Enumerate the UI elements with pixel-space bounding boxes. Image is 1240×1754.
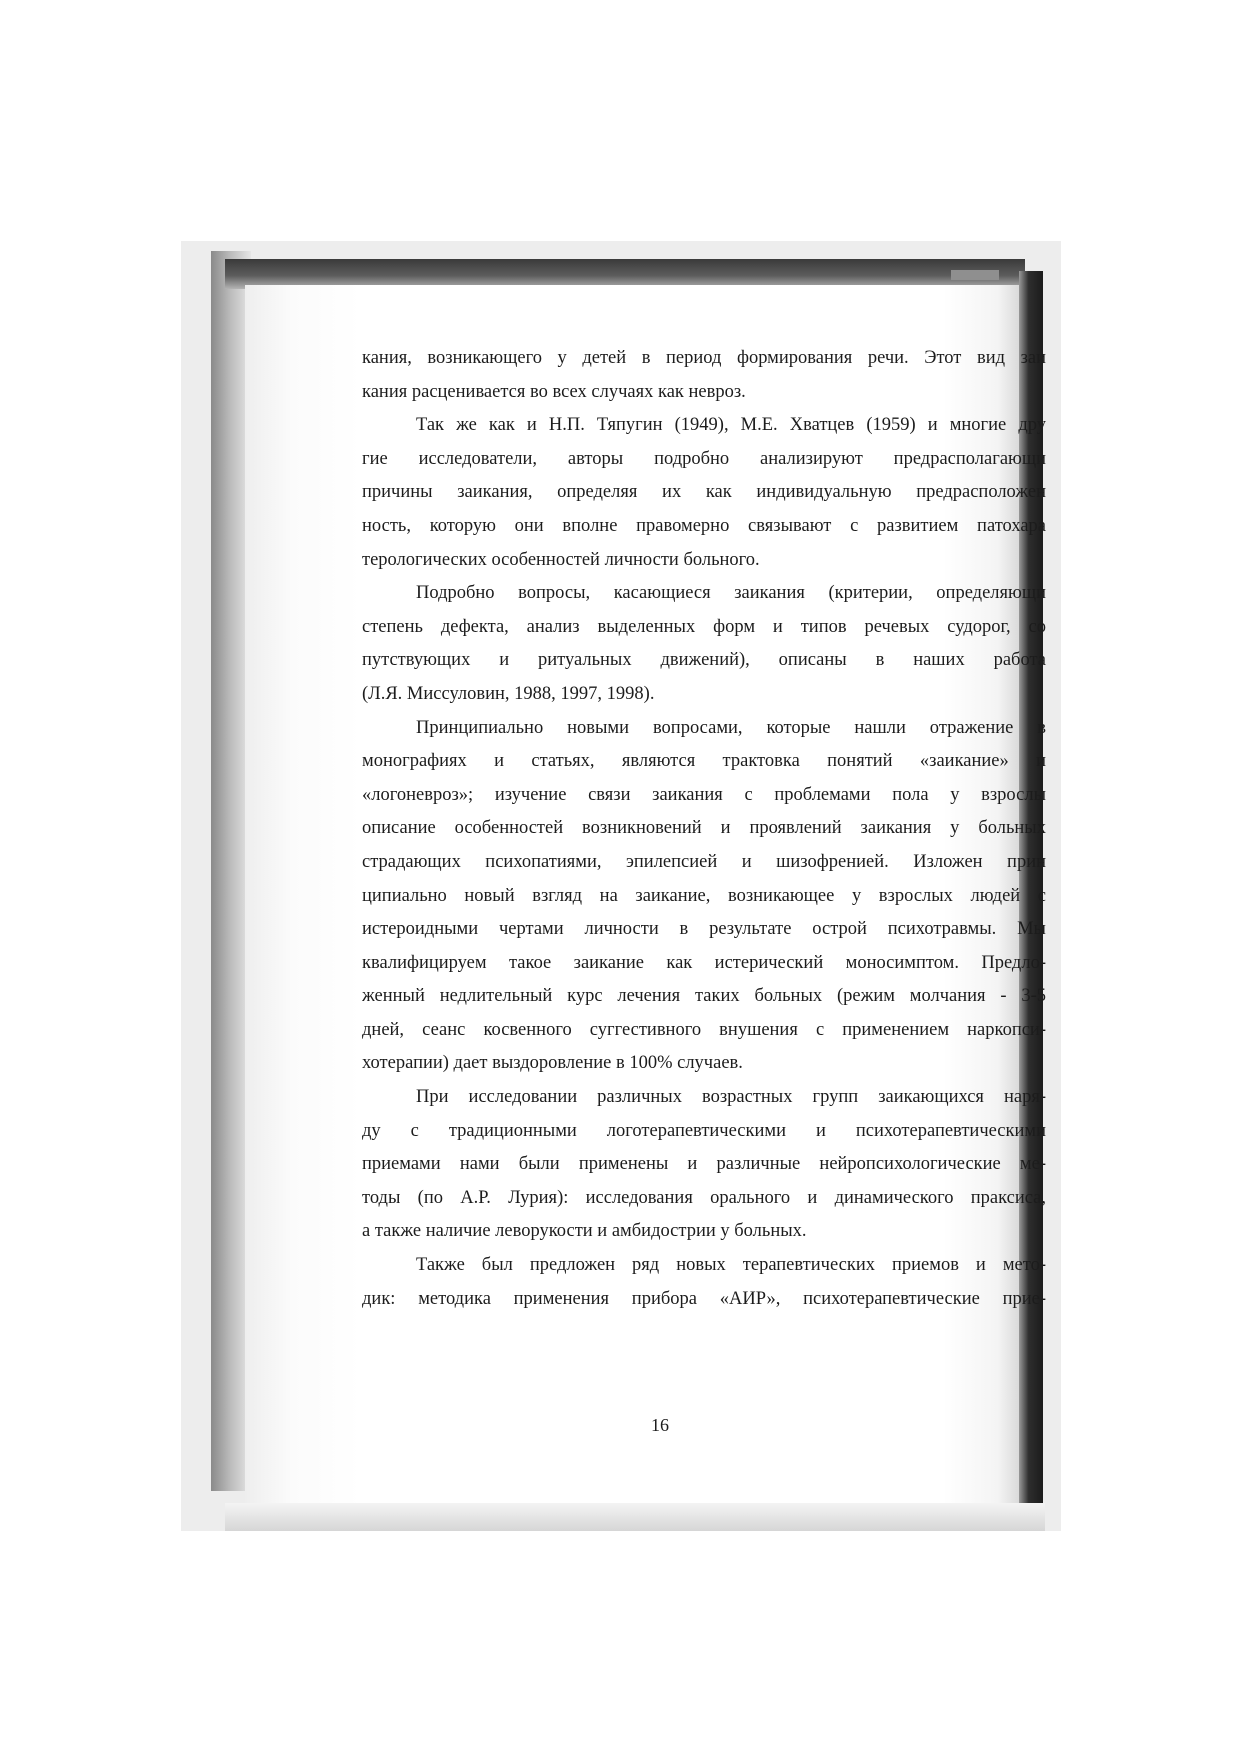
text-line: Так же как и Н.П. Тяпугин (1949), М.Е. Хватцев (1959) и многие дру (416, 415, 1046, 436)
text-line: женный недлительный курс лечения таких больных (режим молчания - 3-5 (362, 986, 1046, 1007)
text-line: Принципиально новыми вопросами, которые нашли отражение в (416, 717, 1046, 738)
text-line: Также был предложен ряд новых терапевтических приемов и мето- (416, 1255, 1046, 1276)
page-number: 16 (651, 1415, 669, 1435)
corner-mark (951, 270, 999, 280)
text-line: дней, сеанс косвенного суггестивного внушения с применением наркопси- (362, 1019, 1046, 1040)
text-line: истероидными чертами личности в результате острой психотравмы. Мы (362, 919, 1046, 940)
body-text (362, 342, 1046, 1316)
text-line: «логоневроз»; изучение связи заикания с проблемами пола у взрослы (362, 784, 1046, 805)
text-line: монографиях и статьях, являются трактовка понятий «заикание» и (362, 751, 1046, 772)
text-line: путствующих и ритуальных движений), описаны в наших работа (362, 650, 1046, 671)
text-line: описание особенностей возникновений и проявлений заикания у больных (362, 818, 1046, 839)
text-line: Подробно вопросы, касающиеся заикания (критерии, определяющи (416, 583, 1046, 604)
text-line: кания, возникающего у детей в период формирования речи. Этот вид заи (362, 348, 1046, 368)
text-line: приемами нами были применены и различные нейропсихологические ме- (362, 1154, 1046, 1175)
text-line: гие исследователи, авторы подробно анализируют предрасполагающи (362, 448, 1046, 469)
text-line: дик: методика применения прибора «АИР», психотерапевтические прие- (362, 1288, 1046, 1309)
bottom-edge-shade (225, 1503, 1045, 1531)
text-line: тоды (по А.Р. Лурия): исследования орального и динамического праксиса, (362, 1187, 1046, 1208)
text-line: (Л.Я. Миссуловин, 1988, 1997, 1998). (362, 683, 655, 704)
text-line: При исследовании различных возрастных групп заикающихся наря- (416, 1087, 1046, 1108)
text-line: квалифицируем такое заикание как истерический моносимптом. Предло- (362, 952, 1046, 973)
text-line: ность, которую они вполне правомерно связывают с развитием патохара (362, 515, 1046, 536)
text-line: степень дефекта, анализ выделенных форм и типов речевых судорог, со (362, 616, 1046, 637)
text-line: причины заикания, определяя их как индивидуальную предрасположен (362, 482, 1046, 503)
text-line: а также наличие леворукости и амбидострии у больных. (362, 1221, 807, 1242)
text-line: страдающих психопатиями, эпилепсией и шизофренией. Изложен прин (362, 851, 1046, 872)
text-line: кания расценивается во всех случаях как невроз. (362, 381, 746, 402)
text-line: терологических особенностей личности больного. (362, 549, 760, 570)
text-line: хотерапии) дает выздоровление в 100% случаев. (362, 1053, 743, 1074)
text-line: ципиально новый взгляд на заикание, возникающее у взрослых людей с (362, 885, 1046, 906)
text-line: ду с традиционными логотерапевтическими и психотерапевтическими (362, 1120, 1046, 1141)
